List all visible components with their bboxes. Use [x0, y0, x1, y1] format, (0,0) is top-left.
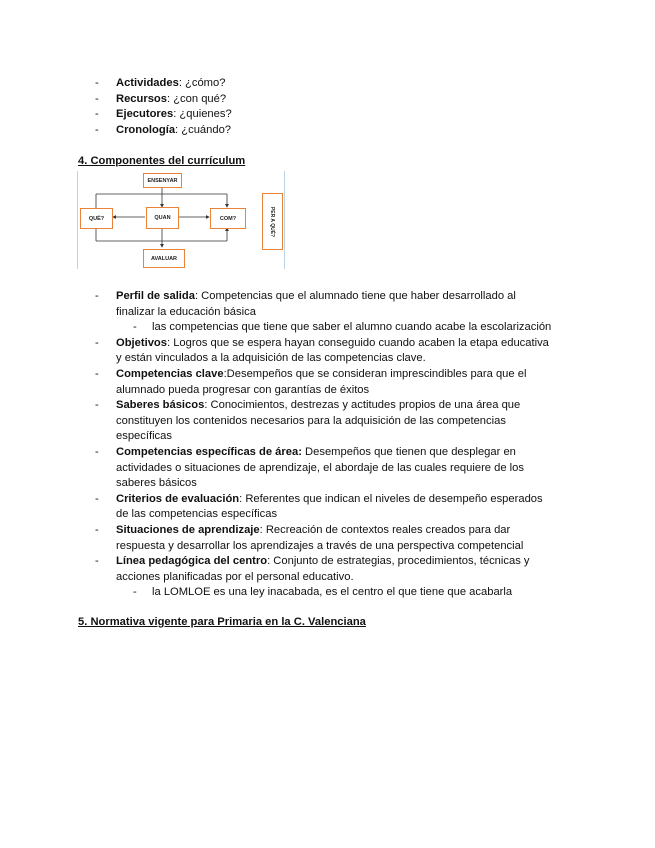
- item-text: constituyen los contenidos necesarios para la adquisición de las competencias: [116, 414, 506, 427]
- item-text: : ¿cuándo?: [175, 123, 232, 136]
- item-text: alumnado pueda progresar con garantías de éxitos: [116, 383, 370, 396]
- list-item: [0, 107, 586, 123]
- diagram-box-top: ENSENYAR: [143, 173, 182, 188]
- dash: -: [95, 492, 99, 505]
- list-item: [0, 336, 586, 367]
- sub-item: [0, 320, 586, 336]
- section-5-heading: 5. Normativa vigente para Primaria en la C. Valenciana: [78, 616, 366, 628]
- sub-item-text: las competencias que tiene que saber el alumno cuando acabe la escolarización: [152, 321, 552, 334]
- item-term: Objetivos: [116, 336, 167, 349]
- diagram-box-right: COM?: [210, 208, 246, 229]
- list-item: [0, 492, 586, 523]
- dash: -: [95, 555, 99, 568]
- list-item: [0, 554, 586, 585]
- list-item: [0, 523, 586, 554]
- item-text: respuesta y desarrollar los aprendizajes a través de una perspectiva competencial: [116, 539, 524, 552]
- item-text: actividades o situaciones de aprendizaje, el abordaje de las cuales requiere de los: [116, 461, 524, 474]
- item-text: :Desempeños que se consideran imprescindibles para que el: [223, 367, 527, 380]
- diagram-box-side: [262, 193, 283, 250]
- dash: -: [95, 399, 99, 412]
- diagram-box-center: QUAN: [146, 207, 179, 229]
- item-text: acciones planificadas por el personal educativo.: [116, 570, 354, 583]
- item-text: : Conjunto de estrategias, procedimientos, técnicas y: [267, 555, 530, 568]
- item-text: finalizar la educación básica: [116, 305, 256, 318]
- dash: -: [95, 445, 99, 458]
- item-term: Perfil de salida: [116, 290, 195, 302]
- item-term: Criterios de evaluación: [116, 492, 240, 505]
- list-item: [0, 289, 586, 320]
- top-list: [0, 76, 586, 138]
- item-text: : ¿cómo?: [178, 77, 226, 89]
- item-text: de las competencias específicas: [116, 508, 278, 521]
- item-text: saberes básicos: [116, 477, 197, 490]
- dash: -: [95, 123, 99, 136]
- curriculum-diagram: [77, 171, 289, 269]
- sub-item: [0, 585, 586, 601]
- dash: -: [133, 586, 137, 599]
- dash: -: [133, 321, 137, 334]
- item-text: y están vinculados a la adquisición de las competencias clave.: [116, 352, 426, 365]
- item-text: : Logros que se espera hayan conseguido cuando acaben la etapa educativa: [166, 336, 549, 349]
- item-text: : ¿con qué?: [167, 92, 227, 105]
- dash: -: [95, 92, 99, 105]
- dash: -: [95, 523, 99, 536]
- list-item: [0, 367, 586, 398]
- item-term: Recursos: [116, 92, 167, 105]
- item-term: Situaciones de aprendizaje: [116, 523, 260, 536]
- list-item: [0, 398, 586, 445]
- item-text: : ¿quienes?: [173, 108, 232, 121]
- item-text: específicas: [116, 430, 172, 443]
- item-text: Desempeños que tienen que desplegar en: [301, 445, 516, 458]
- item-text: : Competencias que el alumnado tiene que haber desarrollado al: [194, 290, 516, 302]
- dash: -: [95, 367, 99, 380]
- item-term: Saberes básicos: [116, 399, 205, 412]
- item-text: : Recreación de contextos reales creados para dar: [259, 523, 511, 536]
- list-item: [0, 76, 586, 92]
- list-item: [0, 123, 586, 139]
- sub-item-text: la LOMLOE es una ley inacabada, es el centro el que tiene que acabarla: [152, 586, 513, 599]
- section-4-heading: 4. Componentes del currículum: [78, 155, 246, 167]
- item-term: Línea pedagógica del centro: [116, 555, 268, 568]
- dash: -: [95, 108, 99, 121]
- diagram-box-bottom: AVALUAR: [143, 249, 185, 268]
- diagram-side-label: PER A QUÈ?: [269, 206, 276, 237]
- item-term: Competencias clave: [116, 367, 224, 380]
- item-text: : Referentes que indican el niveles de desempeño esperados: [239, 492, 543, 505]
- dash: -: [95, 77, 99, 89]
- item-term: Ejecutores: [116, 108, 174, 121]
- item-term: Competencias específicas de área:: [116, 445, 302, 458]
- item-term: Cronología: [116, 123, 176, 136]
- dash: -: [95, 336, 99, 349]
- components-list: [0, 289, 586, 601]
- list-item: [0, 92, 586, 108]
- item-term: Actividades: [116, 77, 179, 89]
- diagram-box-left: QUÈ?: [80, 208, 113, 229]
- list-item: [0, 445, 586, 492]
- item-text: : Conocimientos, destrezas y actitudes propios de una área que: [204, 399, 521, 412]
- dash: -: [95, 290, 99, 302]
